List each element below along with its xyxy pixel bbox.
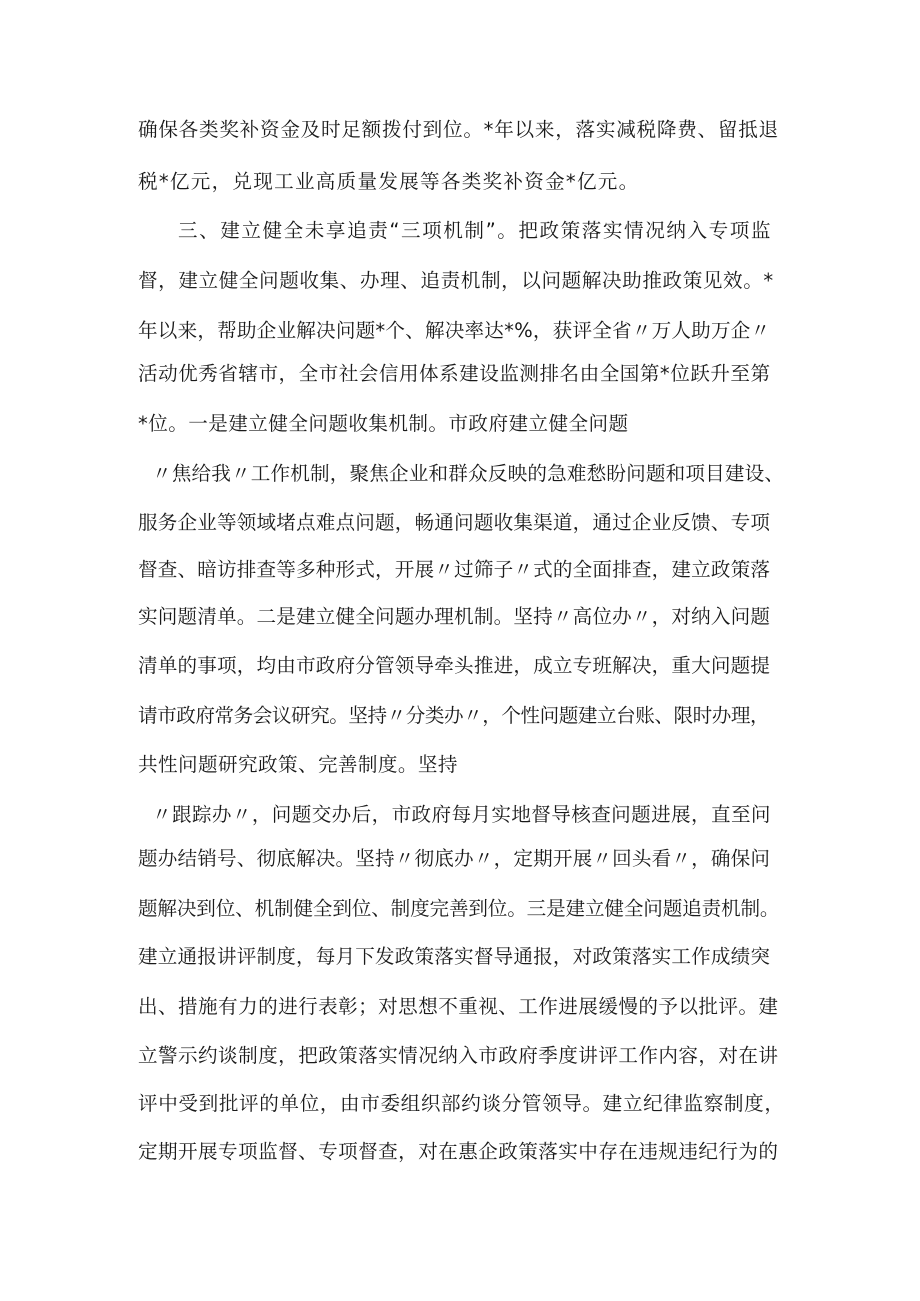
text-line-12: 清单的事项，均由市政府分管领导牵头推进，成立专班解决，重大问题提 bbox=[138, 654, 771, 677]
text-line-16: 题办结销号、彻底解决。坚持〃彻底办〃，定期开展〃回头看〃，确保问 bbox=[138, 847, 771, 870]
text-line-13: 请市政府常务会议研究。坚持〃分类办〃，个性问题建立台账、限时办理， bbox=[138, 704, 770, 727]
text-line-20: 立警示约谈制度，把政策落实情况纳入市政府季度讲评工作内容，对在讲 bbox=[138, 1044, 779, 1067]
text-line-1: 确保各类奖补资金及时足额拨付到位。*年以来，落实减税降费、留抵退 bbox=[138, 118, 779, 141]
text-line-17: 题解决到位、机制健全到位、制度完善到位。三是建立健全问题追责机制。 bbox=[138, 897, 780, 920]
text-line-21: 评中受到批评的单位，由市委组织部约谈分管领导。建立纪律监察制度， bbox=[138, 1092, 785, 1115]
text-line-18: 建立通报讲评制度，每月下发政策落实督导通报，对政策落实工作成绩突 bbox=[138, 945, 771, 968]
text-line-4: 督，建立健全问题收集、办理、追责机制，以问题解决助推政策见效。* bbox=[138, 269, 774, 292]
text-line-2: 税*亿元，兑现工业高质量发展等各类奖补资金*亿元。 bbox=[138, 170, 640, 193]
text-line-3: 三、建立健全未享追责“三项机制”。把政策落实情况纳入专项监 bbox=[178, 219, 772, 242]
text-line-11: 实问题清单。二是建立健全问题办理机制。坚持〃高位办〃，对纳入问题 bbox=[138, 605, 771, 628]
text-line-14: 共性问题研究政策、完善制度。坚持 bbox=[138, 753, 458, 776]
text-line-6: 活动优秀省辖市，全市社会信用体系建设监测排名由全国第*位跃升至第 bbox=[138, 362, 771, 385]
text-line-8: 〃焦给我〃工作机制，聚焦企业和群众反映的急难愁盼问题和项目建设、 bbox=[152, 462, 785, 485]
text-line-7: *位。一是建立健全问题收集机制。市政府建立健全问题 bbox=[138, 412, 629, 435]
text-line-9: 服务企业等领域堵点难点问题，畅通问题收集渠道，通过企业反馈、专项 bbox=[138, 511, 771, 534]
text-line-15: 〃跟踪办〃，问题交办后，市政府每月实地督导核查问题进展，直至问 bbox=[152, 803, 771, 826]
text-line-5: 年以来，帮助企业解决问题*个、解决率达*%，获评全省〃万人助万企〃 bbox=[138, 319, 771, 342]
text-line-22: 定期开展专项监督、专项督查，对在惠企政策落实中存在违规违纪行为的 bbox=[138, 1140, 779, 1163]
text-line-10: 督查、暗访排查等多种形式，开展〃过筛子〃式的全面排查，建立政策落 bbox=[138, 558, 771, 581]
text-line-19: 出、措施有力的进行表彰；对思想不重视、工作进展缓慢的予以批评。建 bbox=[138, 995, 779, 1018]
